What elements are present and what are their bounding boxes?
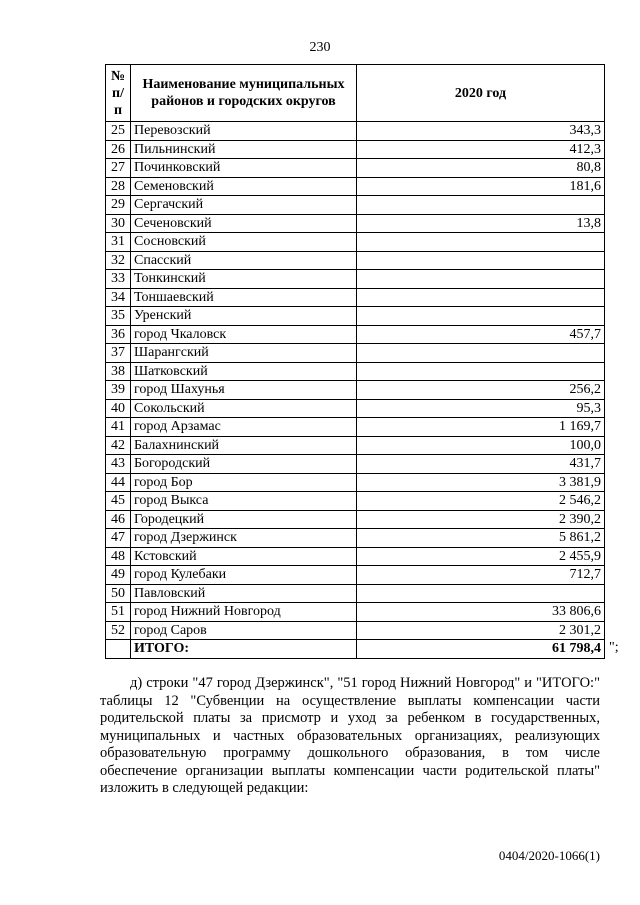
table-row [106,288,605,307]
row-name: город Бор [131,473,357,492]
row-value: 1 169,7 [357,418,605,437]
header-year: 2020 год [357,65,605,122]
row-value: 2 546,2 [357,492,605,511]
row-value: 181,6 [357,177,605,196]
page-number: 230 [309,40,331,55]
table-row [106,325,605,344]
row-value: 5 861,2 [357,529,605,548]
table-row [106,399,605,418]
row-name: Сергачский [131,196,357,215]
row-value [357,196,605,215]
table-header-row [106,65,605,122]
row-number: 25 [106,122,131,141]
row-value: 3 381,9 [357,473,605,492]
row-number: 27 [106,159,131,178]
table-row [106,251,605,270]
table-row [106,307,605,326]
row-name: город Арзамас [131,418,357,437]
row-value: 13,8 [357,214,605,233]
row-number: 51 [106,603,131,622]
row-number: 35 [106,307,131,326]
row-name: город Выкса [131,492,357,511]
row-value [357,288,605,307]
row-name: Павловский [131,584,357,603]
header-num: № п/п [106,65,131,122]
row-name: Кстовский [131,547,357,566]
row-name: Пильнинский [131,140,357,159]
row-name: Городецкий [131,510,357,529]
row-value [357,344,605,363]
row-value: 2 390,2 [357,510,605,529]
table-row [106,177,605,196]
row-name: Шарангский [131,344,357,363]
header-name: Наименование муниципальных районов и городских округов [131,65,357,122]
row-number: 37 [106,344,131,363]
row-value: 100,0 [357,436,605,455]
row-number: 41 [106,418,131,437]
row-value: 33 806,6 [357,603,605,622]
row-name: город Дзержинск [131,529,357,548]
table-row [106,547,605,566]
table-row [106,603,605,622]
row-name: город Шахунья [131,381,357,400]
table-row [106,510,605,529]
row-value [357,233,605,252]
row-number: 31 [106,233,131,252]
row-number: 40 [106,399,131,418]
row-name: Тоншаевский [131,288,357,307]
row-number: 28 [106,177,131,196]
row-name: Уренский [131,307,357,326]
row-number: 34 [106,288,131,307]
table-body [106,122,605,659]
row-value: 457,7 [357,325,605,344]
row-number: 33 [106,270,131,289]
row-number: 26 [106,140,131,159]
table-row [106,418,605,437]
row-name: Спасский [131,251,357,270]
row-value: 95,3 [357,399,605,418]
row-value [357,251,605,270]
table-row [106,566,605,585]
table-row [106,214,605,233]
row-value: 712,7 [357,566,605,585]
table-row [106,584,605,603]
row-number: 46 [106,510,131,529]
row-number: 42 [106,436,131,455]
row-value [357,270,605,289]
row-value [357,584,605,603]
row-name: Балахнинский [131,436,357,455]
row-name: Перевозский [131,122,357,141]
table-row [106,196,605,215]
table-row [106,233,605,252]
row-number: 45 [106,492,131,511]
document-code: 0404/2020-1066(1) [498,848,600,863]
table-row [106,492,605,511]
row-number: 50 [106,584,131,603]
row-name: Сосновский [131,233,357,252]
table-row [106,362,605,381]
closing-quote: "; [609,640,619,655]
row-number: 38 [106,362,131,381]
row-value: 2 301,2 [357,621,605,640]
row-number: 30 [106,214,131,233]
row-value: 256,2 [357,381,605,400]
table-row [106,344,605,363]
row-name: город Чкаловск [131,325,357,344]
row-name: Сеченовский [131,214,357,233]
row-number: 48 [106,547,131,566]
row-number: 52 [106,621,131,640]
table-row [106,270,605,289]
row-number: 39 [106,381,131,400]
row-value: 343,3 [357,122,605,141]
table-row [106,159,605,178]
row-number: 44 [106,473,131,492]
row-name: город Саров [131,621,357,640]
total-value: 61 798,4 [357,640,605,659]
row-number: 47 [106,529,131,548]
row-name: город Кулебаки [131,566,357,585]
table-row [106,436,605,455]
table-row [106,621,605,640]
row-number: 49 [106,566,131,585]
row-value: 431,7 [357,455,605,474]
row-value: 412,3 [357,140,605,159]
row-name: Семеновский [131,177,357,196]
table-row [106,455,605,474]
subsidy-table [105,64,605,659]
row-name: Богородский [131,455,357,474]
table-row [106,381,605,400]
amendment-paragraph: д) строки "47 город Дзержинск", "51 город Нижний Новгород" и "ИТОГО:" таблицы 12 "Субвенции на осуществление выплаты компенсации части родительской платы за присмотр и уход за ребенком в государственных, муниципальных и частных образовательных организациях, реализующих образовательную программу дошкольного образования, в том числе обеспечение организации выплаты компенсации части родительской платы" изложить в следующей редакции: [100,675,600,796]
table-row [106,529,605,548]
total-label: ИТОГО: [131,640,357,659]
row-name: Починковский [131,159,357,178]
table-row [106,140,605,159]
total-empty-cell [106,640,131,659]
row-number: 32 [106,251,131,270]
table-row [106,473,605,492]
row-name: Сокольский [131,399,357,418]
row-number: 29 [106,196,131,215]
row-value: 2 455,9 [357,547,605,566]
row-value: 80,8 [357,159,605,178]
row-number: 43 [106,455,131,474]
row-number: 36 [106,325,131,344]
row-value [357,307,605,326]
row-name: Тонкинский [131,270,357,289]
total-row [106,640,605,659]
row-name: город Нижний Новгород [131,603,357,622]
table-row [106,122,605,141]
row-value [357,362,605,381]
row-name: Шатковский [131,362,357,381]
